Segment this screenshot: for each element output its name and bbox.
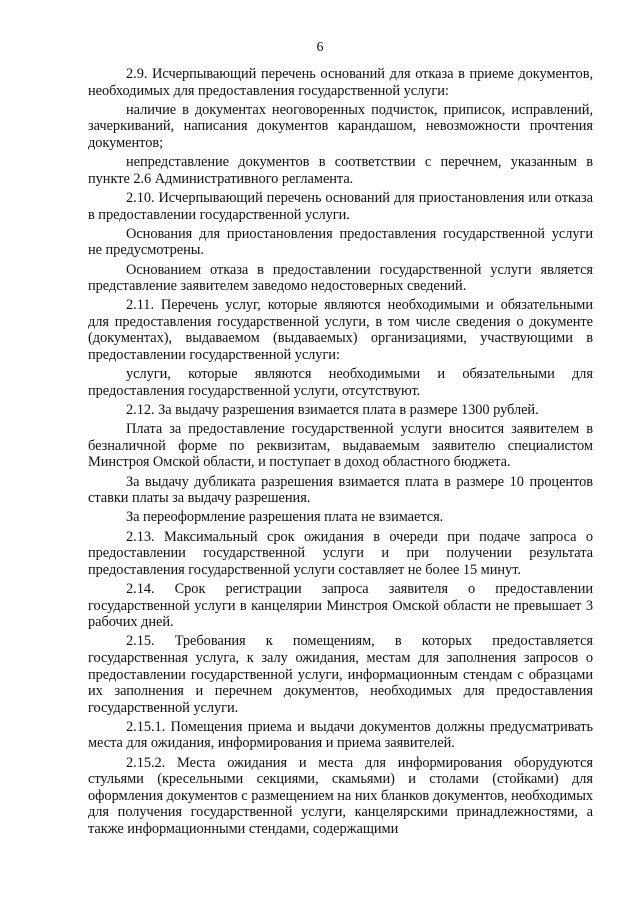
paragraph-2-14: 2.14. Срок регистрации запроса заявителя о предоставлении государственной услуги в канцелярии Минстроя Омской области не превышает 3 рабочих дней.	[88, 580, 593, 631]
document-body	[88, 66, 593, 840]
paragraph-2-10-refusal: Основанием отказа в предоставлении государственной услуги является представление заявителем заведомо недостоверных сведений.	[88, 261, 593, 295]
paragraph-2-10: 2.10. Исчерпывающий перечень оснований для приостановления или отказа в предоставлении государственной услуги.	[88, 189, 593, 223]
paragraph-2-15-2: 2.15.2. Места ожидания и места для информирования оборудуются стульями (кресельными секциями, скамьями) и столами (стойками) для оформления документов с размещением на них бланков документов, необходимых для получения государственной услуги, канцелярскими принадлежностями, а также информационными стендами, содержащими	[88, 754, 593, 838]
paragraph-2-11-services: услуги, которые являются необходимыми и обязательными для предоставления государственной услуги, отсутствуют.	[88, 366, 593, 399]
paragraph-2-9-item-1: наличие в документах неоговоренных подчисток, приписок, исправлений, зачеркиваний, написания документов карандашом, невозможности прочтения документов;	[88, 101, 593, 151]
paragraph-2-12-duplicate: За выдачу дубликата разрешения взимается плата в размере 10 процентов ставки платы за выдачу разрешения.	[88, 473, 593, 507]
paragraph-2-9-item-2: непредставление документов в соответствии с перечнем, указанным в пункте 2.6 Административного регламента.	[88, 154, 593, 187]
paragraph-2-12-payment: Плата за предоставление государственной услуги вносится заявителем в безналичной форме по реквизитам, выдаваемым заявителю специалистом Минстроя Омской области, и поступает в доход областного бюджета.	[88, 421, 593, 471]
page-number: 6	[316, 40, 324, 55]
paragraph-2-12: 2.12. За выдачу разрешения взимается плата в размере 1300 рублей.	[126, 402, 539, 419]
paragraph-2-9: 2.9. Исчерпывающий перечень оснований для отказа в приеме документов, необходимых для предоставления государственной услуги:	[88, 66, 593, 99]
paragraph-2-10-suspension: Основания для приостановления предоставления государственной услуги не предусмотрены.	[88, 225, 593, 259]
paragraph-2-15: 2.15. Требования к помещениям, в которых предоставляется государственная услуга, к залу ожидания, местам для заполнения запросов о предоставлении государственной услуги, информационным стендам с образцами их заполнения и перечнем документов, необходимых для предоставления государственной услуги.	[88, 633, 593, 716]
paragraph-2-15-1: 2.15.1. Помещения приема и выдачи документов должны предусматривать места для ожидания, информирования и приема заявителей.	[88, 718, 593, 752]
paragraph-2-13: 2.13. Максимальный срок ожидания в очереди при подаче запроса о предоставлении государственной услуги и при получении результата предоставления государственной услуги составляет не более 15 минут.	[88, 528, 593, 578]
paragraph-2-12-reissue: За переоформление разрешения плата не взимается.	[126, 509, 444, 526]
paragraph-2-11: 2.11. Перечень услуг, которые являются необходимыми и обязательными для предоставления государственной услуги, в том числе сведения о документе (документах), выдаваемом (выдаваемых) организациями, участвующими в предоставлении государственной услуги:	[88, 297, 593, 364]
